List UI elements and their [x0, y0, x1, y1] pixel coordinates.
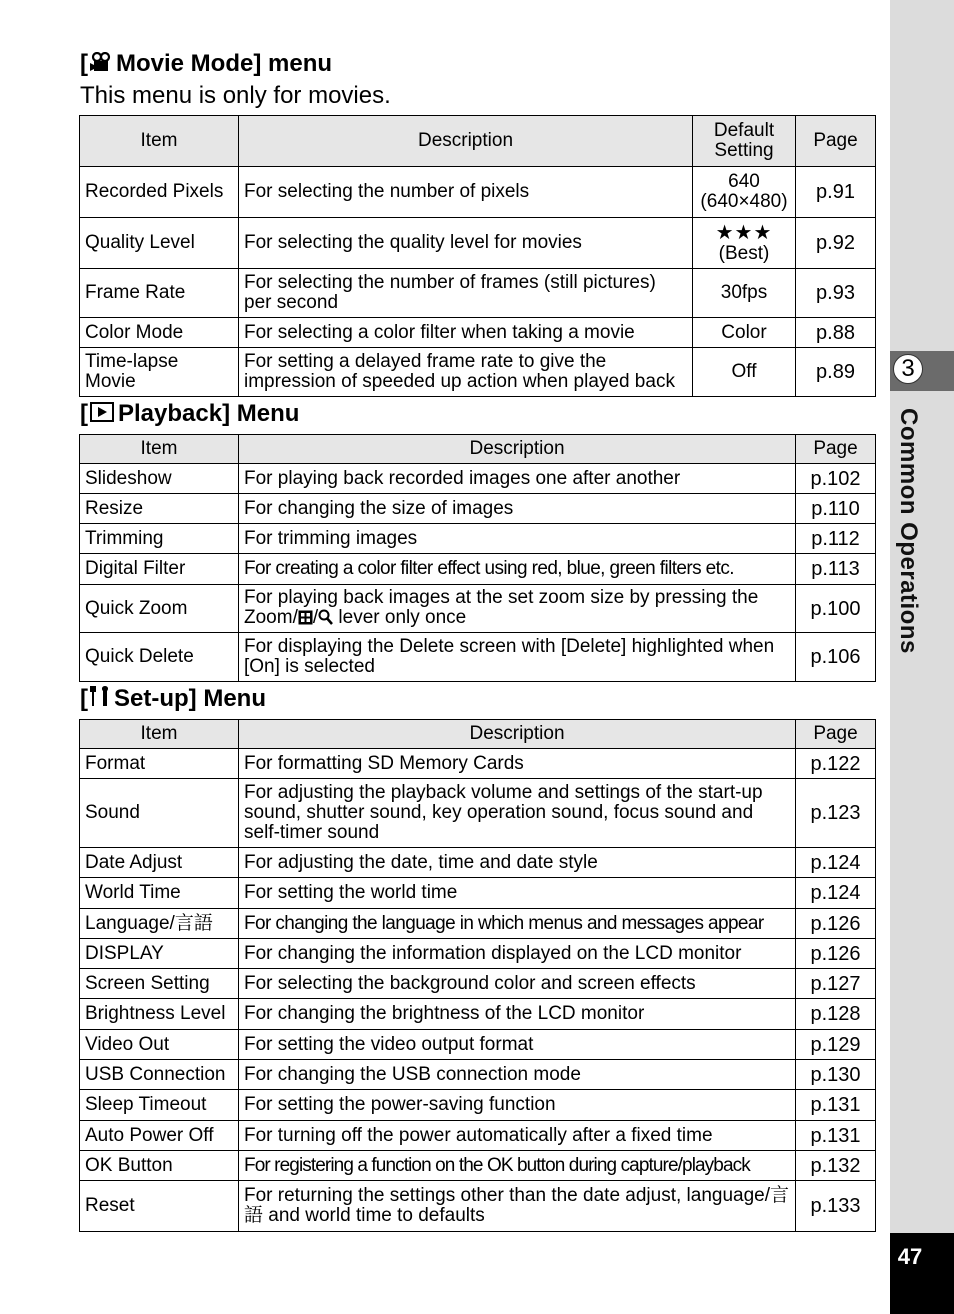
table-row: [80, 909, 876, 939]
page-cell: p.126: [796, 939, 876, 969]
description-cell: For setting the world time: [239, 878, 796, 909]
item-cell: Sound: [80, 779, 239, 848]
table-row: [80, 749, 876, 779]
table-row: [80, 633, 876, 682]
item-cell: Trimming: [80, 524, 239, 554]
table-row: [80, 779, 876, 848]
header-page: Page: [796, 116, 876, 167]
table-row: [80, 218, 876, 269]
page-cell: p.102: [796, 464, 876, 494]
description-cell: For selecting the background color and screen effects: [239, 969, 796, 999]
page-cell: p.128: [796, 999, 876, 1030]
default-cell: Color: [693, 318, 796, 348]
default-cell: 640 (640×480): [693, 167, 796, 218]
description-cell: For changing the information displayed on the LCD monitor: [239, 939, 796, 969]
movie-intro: This menu is only for movies.: [80, 82, 391, 109]
table-row: [80, 999, 876, 1030]
quality-stars: ★★★: [715, 221, 773, 244]
magnifier-icon: [318, 609, 333, 630]
page-cell: p.129: [796, 1030, 876, 1060]
table-row: [80, 1060, 876, 1090]
description-cell: For selecting the quality level for movies: [239, 218, 693, 269]
item-cell: Reset: [80, 1181, 239, 1232]
item-cell: Quick Delete: [80, 633, 239, 682]
movie-camera-icon: [90, 51, 112, 79]
page-cell: p.91: [796, 167, 876, 218]
description-cell: For formatting SD Memory Cards: [239, 749, 796, 779]
item-cell: Quick Zoom: [80, 585, 239, 633]
table-row: [80, 1151, 876, 1181]
table-row: [80, 348, 876, 397]
description-cell: For changing the language in which menus and messages appear: [239, 909, 796, 939]
table-row: [80, 524, 876, 554]
page-cell: p.92: [796, 218, 876, 269]
table-header-row: [80, 720, 876, 749]
item-cell: Resize: [80, 494, 239, 524]
page-cell: p.126: [796, 909, 876, 939]
page-cell: p.112: [796, 524, 876, 554]
page-cell: p.131: [796, 1090, 876, 1121]
description-cell: For returning the settings other than the date adjust, language/言語 and world time to defaults: [239, 1181, 796, 1232]
default-cell: 30fps: [693, 269, 796, 318]
description-cell: For displaying the Delete screen with [Delete] highlighted when [On] is selected: [239, 633, 796, 682]
table-row: [80, 969, 876, 999]
playback-table: [79, 434, 876, 682]
item-cell: Sleep Timeout: [80, 1090, 239, 1121]
item-cell: Quality Level: [80, 218, 239, 269]
side-bar: [890, 0, 954, 1314]
item-cell: Time-lapse Movie: [80, 348, 239, 397]
setup-table: [79, 719, 876, 1232]
page-cell: p.127: [796, 969, 876, 999]
description-cell: For selecting the number of pixels: [239, 167, 693, 218]
item-cell: Video Out: [80, 1030, 239, 1060]
table-row: [80, 939, 876, 969]
page-cell: p.124: [796, 848, 876, 878]
item-cell: OK Button: [80, 1151, 239, 1181]
item-cell: Language/言語: [80, 909, 239, 939]
page-cell: p.110: [796, 494, 876, 524]
table-row: [80, 269, 876, 318]
table-row: [80, 167, 876, 218]
description-cell: For playing back recorded images one after another: [239, 464, 796, 494]
header-default-setting: Default Setting: [693, 116, 796, 167]
description-cell: For selecting a color filter when taking a movie: [239, 318, 693, 348]
description-cell: For registering a function on the OK button during capture/playback: [239, 1151, 796, 1181]
item-cell: Color Mode: [80, 318, 239, 348]
page-cell: p.130: [796, 1060, 876, 1090]
header-description: Description: [239, 435, 796, 464]
chapter-title: Common Operations: [895, 408, 922, 654]
default-cell: ★★★ (Best): [693, 218, 796, 269]
description-cell: For setting the video output format: [239, 1030, 796, 1060]
item-cell: Brightness Level: [80, 999, 239, 1030]
header-description: Description: [239, 116, 693, 167]
table-row: [80, 1181, 876, 1232]
item-cell: Frame Rate: [80, 269, 239, 318]
description-cell: For playing back images at the set zoom size by pressing the Zoom/ / lever only once: [239, 585, 796, 633]
description-cell: For turning off the power automatically after a fixed time: [239, 1121, 796, 1151]
item-cell: Recorded Pixels: [80, 167, 239, 218]
page-cell: p.131: [796, 1121, 876, 1151]
movie-section-title: [ Movie Mode] menu: [80, 50, 333, 77]
table-row: [80, 318, 876, 348]
page-cell: p.122: [796, 749, 876, 779]
table-row: [80, 1090, 876, 1121]
table-header-row: [80, 116, 876, 167]
table-header-row: [80, 435, 876, 464]
wrench-icon: [90, 685, 110, 714]
table-row: [80, 554, 876, 585]
page-number: 47: [897, 1244, 923, 1269]
item-cell: Date Adjust: [80, 848, 239, 878]
item-cell: DISPLAY: [80, 939, 239, 969]
page-cell: p.123: [796, 779, 876, 848]
table-row: [80, 848, 876, 878]
page-cell: p.132: [796, 1151, 876, 1181]
description-cell: For changing the size of images: [239, 494, 796, 524]
header-item: Item: [80, 435, 239, 464]
header-page: Page: [796, 720, 876, 749]
table-row: [80, 464, 876, 494]
page-cell: p.124: [796, 878, 876, 909]
description-cell: For changing the USB connection mode: [239, 1060, 796, 1090]
description-cell: For creating a color filter effect using red, blue, green filters etc.: [239, 554, 796, 585]
description-cell: For adjusting the date, time and date style: [239, 848, 796, 878]
table-row: [80, 494, 876, 524]
header-item: Item: [80, 720, 239, 749]
page-cell: p.133: [796, 1181, 876, 1232]
description-cell: For trimming images: [239, 524, 796, 554]
table-row: [80, 878, 876, 909]
header-page: Page: [796, 435, 876, 464]
item-cell: World Time: [80, 878, 239, 909]
item-cell: Screen Setting: [80, 969, 239, 999]
header-description: Description: [239, 720, 796, 749]
setup-section-title: [ Set-up] Menu: [80, 685, 266, 714]
description-cell: For setting a delayed frame rate to give the impression of speeded up action when played back: [239, 348, 693, 397]
page-cell: p.100: [796, 585, 876, 633]
page-cell: p.89: [796, 348, 876, 397]
page-cell: p.93: [796, 269, 876, 318]
playback-section-title: [ Playback] Menu: [80, 400, 300, 427]
item-cell: Slideshow: [80, 464, 239, 494]
table-row: [80, 1121, 876, 1151]
description-cell: For setting the power-saving function: [239, 1090, 796, 1121]
description-cell: For selecting the number of frames (still pictures) per second: [239, 269, 693, 318]
movie-table: [79, 115, 876, 397]
item-cell: Format: [80, 749, 239, 779]
item-cell: USB Connection: [80, 1060, 239, 1090]
page-cell: p.106: [796, 633, 876, 682]
zoom-out-grid-icon: [298, 610, 313, 630]
item-cell: Digital Filter: [80, 554, 239, 585]
page-cell: p.88: [796, 318, 876, 348]
table-row: [80, 585, 876, 633]
chapter-number: 3: [893, 354, 923, 384]
header-item: Item: [80, 116, 239, 167]
default-cell: Off: [693, 348, 796, 397]
playback-icon: [90, 401, 114, 429]
page-cell: p.113: [796, 554, 876, 585]
description-cell: For adjusting the playback volume and settings of the start-up sound, shutter sound, key operation sound, focus sound and self-timer sound: [239, 779, 796, 848]
item-cell: Auto Power Off: [80, 1121, 239, 1151]
description-cell: For changing the brightness of the LCD monitor: [239, 999, 796, 1030]
table-row: [80, 1030, 876, 1060]
